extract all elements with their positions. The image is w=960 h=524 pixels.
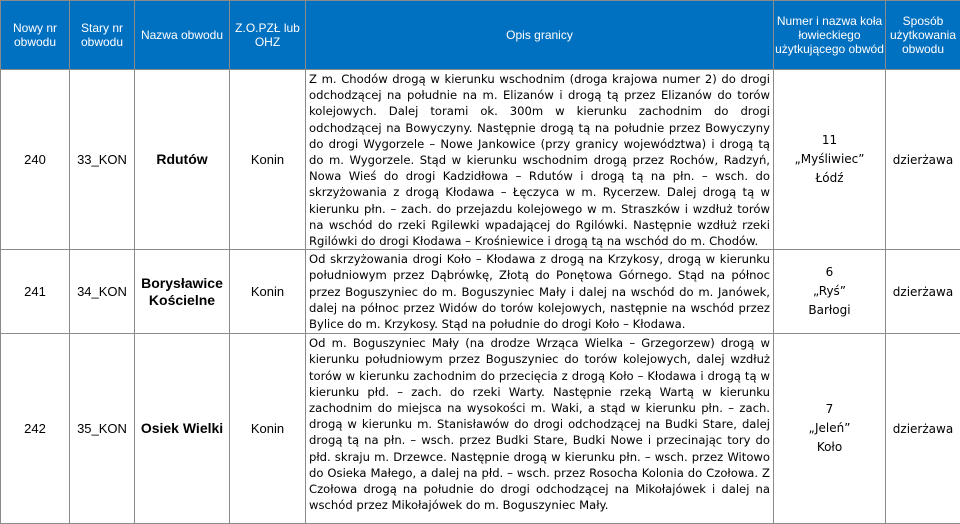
district-name-cell: Rdutów: [135, 70, 230, 250]
border-description-text: Z m. Chodów drogą w kierunku wschodnim (droga krajowa numer 2) do drogi odchodzącej na południe na m. Elizanów i drogą tą przez Elizanów do torów kolejowych. Dalej torami ok. 300m w kierunku zachodnim do drogi odchodzącej na Bowyczyny. Następnie drogą tą na południe przez Bowyczyny do drogi Wygorzele – Nowe Jankowice (przy granicy województwa) i drogą tą do m. Wygorzele. Stąd w kierunku wschodnim drogą przez Rochów, Radzyń, Nowa Wieś do drogi Kadzidłowa – Rdutów i drogą tą na płn. – wsch. do skrzyżowania z drogą Kłodawa – Łęczyca w m. Rycerzew. Dalej drogą tą w kierunku płn. – zach. do przejazdu kolejowego w m. Straszków i wzdłuż torów na wschód do rzeki Rgilewki wpadającej do Rgilówki. Następnie wzdłuż rzeki Rgilówki do drogi Kłodawa – Krośniewice i drogą tą na wschód do m. Chodów.: [309, 71, 770, 249]
circle-name: „Myśliwiec”: [774, 150, 885, 169]
table-row: [1, 250, 960, 334]
old-number-cell: 34_KON: [70, 250, 135, 334]
circle-number: 7: [774, 400, 885, 419]
usage-method-cell: dzierżawa: [886, 70, 960, 250]
header-zo: Z.O.PZŁ lub OHZ: [230, 1, 306, 70]
new-number-cell: 241: [1, 250, 70, 334]
border-description-cell: [306, 250, 774, 334]
circle-number: 6: [774, 263, 885, 282]
header-district-name: Nazwa obwodu: [135, 1, 230, 70]
district-name-cell: Osiek Wielki: [135, 334, 230, 524]
header-new-number: Nowy nr obwodu: [1, 1, 70, 70]
header-hunting-circle: Numer i nazwa koła łowieckiego użytkującego obwód: [774, 1, 886, 70]
border-description-text: Od skrzyżowania drogi Koło – Kłodawa z drogą na Krzykosy, drogą w kierunku południowym przez Dąbrówkę, Złotą do Ponętowa Górnego. Stąd na północ przez Boguszyniec do m. Boguszyniec Mały i dalej na wschód do m. Janówek, dalej na północ przez Widów do torów kolejowych, następnie na wschód przez Bylice do m. Krzykosy. Stąd na południe do drogi Koło – Kłodawa.: [309, 251, 770, 332]
district-name-cell: Borysławice Kościelne: [135, 250, 230, 334]
circle-city: Koło: [774, 438, 885, 457]
new-number-cell: 242: [1, 334, 70, 524]
circle-name: „Jeleń”: [774, 419, 885, 438]
header-old-number: Stary nr obwodu: [70, 1, 135, 70]
old-number-cell: 35_KON: [70, 334, 135, 524]
table-row: [1, 334, 960, 524]
border-description-text: Od m. Boguszyniec Mały (na drodze Wrząca Wielka – Grzegorzew) drogą w kierunku południowym przez Boguszyniec do torów kolejowych, dalej wzdłuż torów w kierunku zachodnim do przecięcia z drogą Koło – Kłodawa i drogą tą w kierunku płd. – zach. do rzeki Warty. Następnie rzeką Wartą w kierunku zachodnim do miejsca na wysokości m. Waki, a stąd w kierunku płn. – zach. drogą w kierunku m. Stanisławów do drogi odchodzącej na Budki Stare, dalej drogą tą na płn. – wsch. przez Budki Stare, Budki Nowe i przecinając tory do płd. skraju m. Drzewce. Następnie drogą w kierunku płn. – wsch. przez Witowo do Osieka Małego, a dalej na płd. – wsch. przez Rosocha Kolonia do Czołowa. Z Czołowa drogą na południe do drogi odchodzącej na Mikołajówek i dalej na wschód przez Mikołajówek do m. Boguszyniec Mały.: [309, 335, 770, 513]
header-usage-method: Sposób użytkowania obwodu: [886, 1, 960, 70]
table-header-row: [1, 1, 960, 70]
table-row: [1, 70, 960, 250]
hunting-circle-cell: [774, 250, 886, 334]
circle-number: 11: [774, 131, 885, 150]
old-number-cell: 33_KON: [70, 70, 135, 250]
hunting-circle-cell: [774, 334, 886, 524]
new-number-cell: 240: [1, 70, 70, 250]
hunting-circle-cell: [774, 70, 886, 250]
header-border-description: Opis granicy: [306, 1, 774, 70]
zo-cell: Konin: [230, 334, 306, 524]
border-description-cell: [306, 70, 774, 250]
border-description-cell: [306, 334, 774, 524]
circle-name: „Ryś”: [774, 282, 885, 301]
circle-city: Barłogi: [774, 301, 885, 320]
zo-cell: Konin: [230, 70, 306, 250]
zo-cell: Konin: [230, 250, 306, 334]
circle-city: Łódź: [774, 169, 885, 188]
usage-method-cell: dzierżawa: [886, 250, 960, 334]
usage-method-cell: dzierżawa: [886, 334, 960, 524]
